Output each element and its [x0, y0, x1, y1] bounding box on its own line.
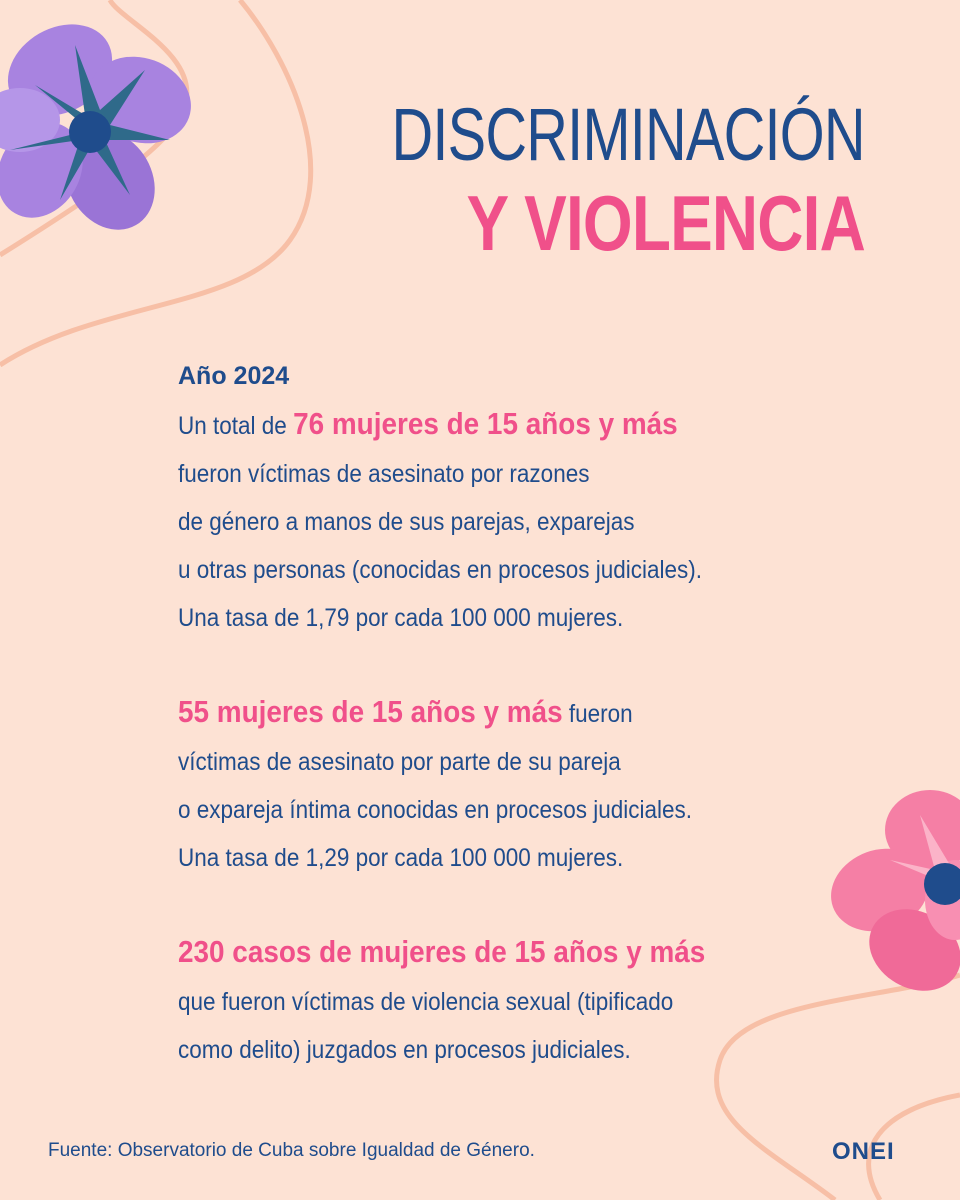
- paragraph-2-line-2: víctimas de asesinato por parte de su pareja: [178, 748, 621, 776]
- paragraph-3: [178, 928, 818, 1074]
- paragraph-2-line-4: Una tasa de 1,29 por cada 100 000 mujeres.: [178, 844, 624, 872]
- paragraph-1-prefix: Un total de: [178, 412, 294, 440]
- paragraph-1-highlight: 76 mujeres de 15 años y más: [293, 406, 678, 441]
- paragraph-2-highlight: 55 mujeres de 15 años y más: [178, 694, 563, 729]
- year-label: Año 2024: [178, 362, 290, 390]
- purple-flower-icon: [0, 6, 203, 246]
- paragraph-2-line-3: o expareja íntima conocidas en procesos judiciales.: [178, 796, 693, 824]
- paragraph-2-suffix: fueron: [562, 700, 633, 728]
- paragraph-1-line-5: Una tasa de 1,79 por cada 100 000 mujeres.: [178, 604, 624, 632]
- paragraph-3-line-3: como delito) juzgados en procesos judiciales.: [178, 1036, 631, 1064]
- paragraph-1: [178, 400, 818, 642]
- pink-flower-icon: [819, 790, 960, 1007]
- paragraph-1-line-2: fueron víctimas de asesinato por razones: [178, 460, 590, 488]
- paragraph-1-line-4: u otras personas (conocidas en procesos judiciales).: [178, 556, 703, 584]
- paragraph-1-line-3: de género a manos de sus parejas, exparejas: [178, 508, 635, 536]
- main-content: [178, 352, 818, 1074]
- paragraph-3-highlight: 230 casos de mujeres de 15 años y más: [178, 934, 706, 969]
- onei-logo: ONEI: [832, 1138, 895, 1165]
- paragraph-2: [178, 688, 818, 882]
- page-title: DISCRIMINACIÓN: [391, 93, 865, 176]
- page-subtitle: Y VIOLENCIA: [466, 179, 865, 267]
- paragraph-3-line-2: que fueron víctimas de violencia sexual (tipificado: [178, 988, 674, 1016]
- source-note: Fuente: Observatorio de Cuba sobre Igualdad de Género.: [48, 1140, 535, 1161]
